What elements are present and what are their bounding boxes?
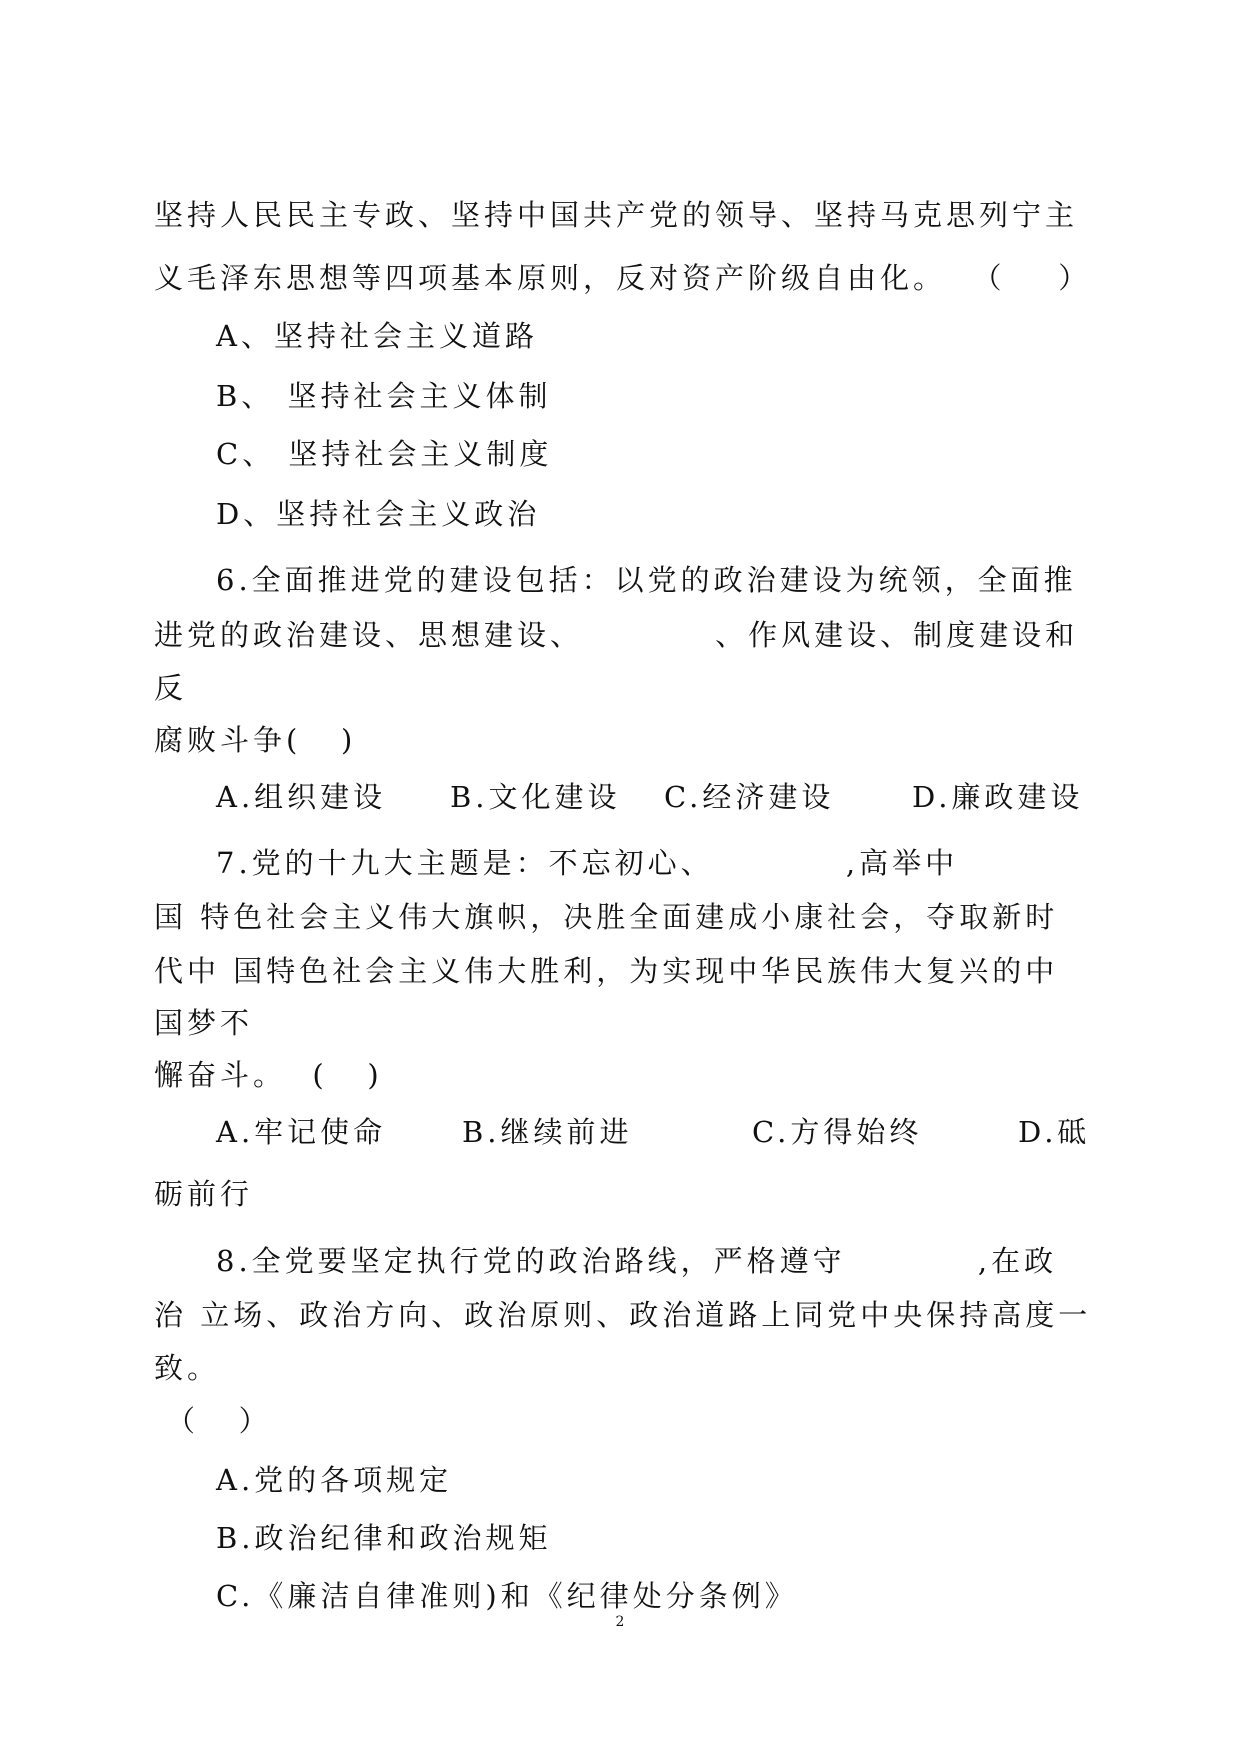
q5-stem-line-2: 义毛泽东思想等四项基本原则，反对资产阶级自由化。 （ ） (154, 261, 1092, 295)
q6-option-c: C.经济建设 (664, 780, 835, 814)
q5-option-c: C、 坚持社会主义制度 (216, 437, 553, 471)
q7-line-2: 国 特色社会主义伟大旗帜，决胜全面建成小康社会，夺取新时 (154, 900, 1059, 934)
q8-option-c: C.《廉洁自律准则)和《纪律处分条例》 (216, 1579, 798, 1613)
q8-line-3: 致。 (154, 1351, 221, 1385)
q7-line-4: 国梦不 (154, 1006, 254, 1040)
q7-line-3: 代中 国特色社会主义伟大胜利，为实现中华民族伟大复兴的中 (154, 954, 1059, 988)
q7-option-a: A.牢记使命 (216, 1115, 387, 1149)
q6-option-a: A.组织建设 (216, 780, 387, 814)
q6-option-b: B.文化建设 (450, 780, 621, 814)
q8-line-1: 8.全党要坚定执行党的政治路线，严格遵守 ,在政 (216, 1244, 1058, 1278)
q6-line-1: 6.全面推进党的建设包括：以党的政治建设为统领，全面推 (216, 563, 1077, 597)
q6-line-4: 腐败斗争( ) (154, 723, 357, 757)
q5-stem-line-1: 坚持人民民主专政、坚持中国共产党的领导、坚持马克思列宁主 (154, 198, 1079, 232)
q6-line-2: 进党的政治建设、思想建设、 、作风建设、制度建设和 (154, 618, 1079, 652)
q7-option-d-wrap: 砺前行 (154, 1177, 254, 1211)
q5-option-a: A、坚持社会主义道路 (216, 319, 538, 353)
q7-line-1: 7.党的十九大主题是：不忘初心、 ,高举中 (216, 846, 959, 880)
q7-option-b: B.继续前进 (462, 1115, 633, 1149)
page-number: 2 (615, 1614, 625, 1630)
q5-option-d: D、坚持社会主义政治 (216, 497, 541, 531)
q8-line-4: （ ） (166, 1404, 272, 1438)
q8-option-a: A.党的各项规定 (216, 1463, 453, 1497)
q8-line-2: 治 立场、政治方向、政治原则、政治道路上同党中央保持高度一 (154, 1298, 1092, 1332)
q6-option-d: D.廉政建设 (912, 780, 1084, 814)
q7-option-c: C.方得始终 (752, 1115, 923, 1149)
q5-option-b: B、 坚持社会主义体制 (216, 379, 552, 413)
q7-line-5: 懈奋斗。 ( ) (154, 1058, 383, 1092)
q6-line-3: 反 (154, 671, 188, 705)
q8-option-b: B.政治纪律和政治规矩 (216, 1521, 552, 1555)
q7-option-d: D.砥 (1018, 1115, 1091, 1149)
